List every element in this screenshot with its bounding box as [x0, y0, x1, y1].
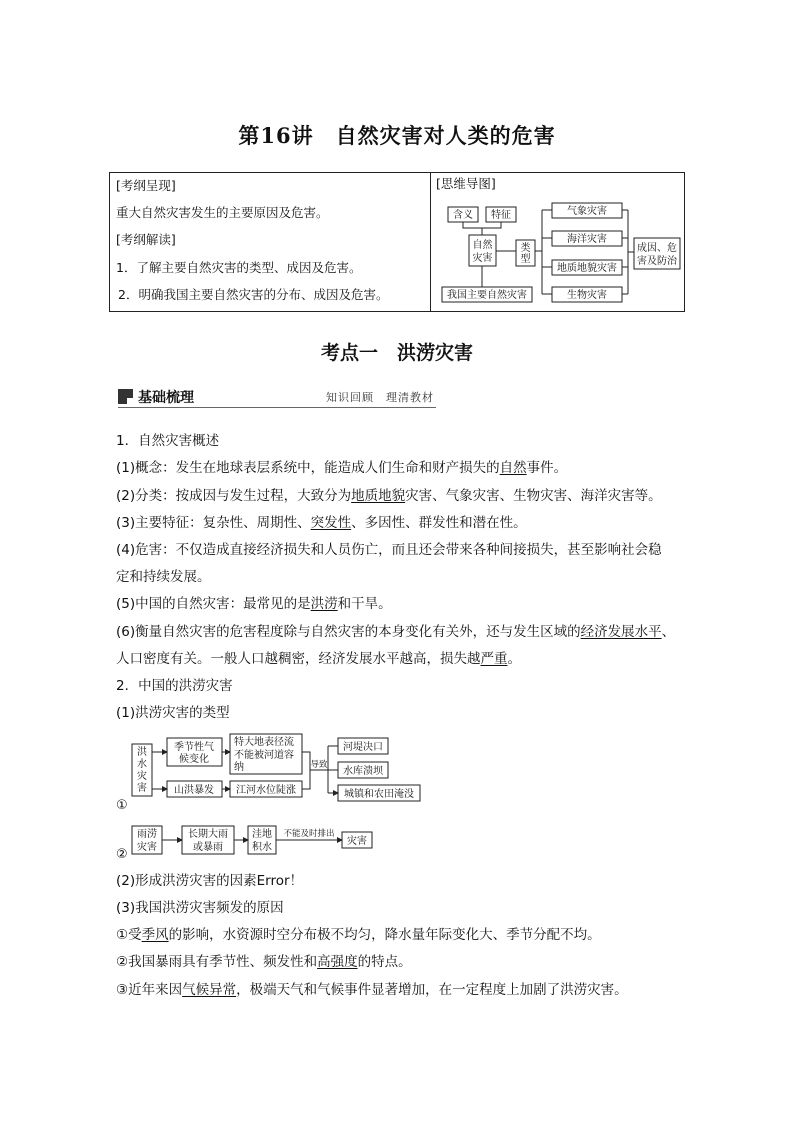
jichu-underline	[118, 407, 436, 408]
p4b: 定和持续发展。	[116, 569, 211, 585]
mm-hanyi: 含义	[453, 210, 473, 221]
d2-yulao-1: 雨涝	[137, 829, 157, 840]
q3: (3)我国洪涝灾害频发的原因	[116, 900, 284, 916]
p5: (5)中国的自然灾害：最常见的是洪涝和干旱。	[116, 596, 392, 612]
d1-fan-out	[328, 746, 338, 793]
d1-teda-3: 纳	[234, 762, 244, 773]
mm-ziran-1: 自然	[472, 240, 493, 251]
mm-line-right	[622, 210, 634, 294]
d1-bracket	[302, 752, 310, 789]
d1-teda-2: 不能被河道容	[234, 750, 294, 761]
mm-leixing-2: 型	[520, 254, 531, 265]
s2-heading: 2．中国的洪涝灾害	[116, 678, 233, 694]
d2-yulao-2: 灾害	[137, 842, 157, 853]
jichu-square-icon	[118, 389, 133, 404]
d2-marker: ②	[116, 847, 128, 862]
mm-chengyin-1: 成因、危	[637, 243, 677, 254]
d1-src-4: 害	[137, 783, 147, 794]
d1-src-2: 水	[137, 759, 147, 770]
mm-line-top	[463, 222, 501, 235]
kgjd-heading: [考纲解读]	[116, 232, 176, 247]
d2-wadi-2: 积水	[252, 842, 272, 853]
d1-daozhi: 导致	[310, 760, 328, 770]
p6a: (6)衡量自然灾害的危害程度除与自然灾害的本身变化有关外，还与发生区域的经济发展水平、	[116, 624, 676, 640]
mm-chengyin-2: 害及防治	[637, 256, 677, 267]
mm-leixing-1: 类	[520, 243, 531, 254]
flood-type-diagram	[112, 730, 432, 818]
outline-divider	[430, 173, 431, 311]
d2-changqi-2: 或暴雨	[193, 842, 223, 853]
r3: ③近年来因气候异常，极端天气和气候事件显著增加，在一定程度上加剧了洪涝灾害。	[116, 982, 628, 998]
p1: (1)概念：发生在地球表层系统中，能造成人们生命和财产损失的自然事件。	[116, 460, 568, 476]
d1-jianghe: 江河水位陡涨	[236, 785, 296, 796]
jichu-bar	[116, 388, 436, 408]
d1-teda-1: 特大地表径流	[234, 737, 294, 748]
rain-flood-diagram	[112, 822, 392, 862]
mind-map	[436, 195, 684, 311]
d1-src-1: 洪	[137, 747, 147, 758]
mm-ziran-2: 灾害	[472, 253, 493, 264]
d2-zaihai: 灾害	[347, 836, 367, 847]
section-title: 考点一 洪涝灾害	[320, 342, 473, 364]
d1-shuiku: 水库溃坝	[343, 766, 383, 777]
d1-chengzhen: 城镇和农田淹没	[344, 789, 414, 800]
d1-jijie-2: 候变化	[179, 754, 209, 765]
p3: (3)主要特征：复杂性、周期性、突发性、多因性、群发性和潜在性。	[116, 515, 527, 531]
mm-qixiang: 气象灾害	[567, 206, 607, 217]
jichu-label: 基础梳理	[138, 390, 194, 406]
kgcx-heading: [考纲呈现]	[116, 178, 176, 193]
r2: ②我国暴雨具有季节性、频发性和高强度的特点。	[116, 954, 412, 970]
d1-src-3: 灾	[137, 771, 147, 782]
d1-marker: ①	[116, 798, 128, 813]
mm-shengwu: 生物灾害	[567, 290, 607, 301]
s1-heading: 1．自然灾害概述	[116, 433, 220, 449]
d1-shanhong: 山洪暴发	[174, 785, 214, 796]
mm-dizhi: 地质地貌灾害	[557, 263, 617, 274]
mm-haiyang: 海洋灾害	[567, 234, 607, 245]
jichu-sub: 知识回顾 理清教材	[326, 391, 434, 404]
kgjd-item-1: 1．了解主要自然灾害的类型、成因及危害。	[116, 260, 362, 275]
d1-hedi: 河堤决口	[343, 742, 383, 753]
mm-tezheng: 特征	[491, 210, 511, 221]
mm-woguo: 我国主要自然灾害	[447, 290, 527, 301]
mm-line-types	[535, 210, 552, 294]
q1: (1)洪涝灾害的类型	[116, 705, 230, 721]
p2: (2)分类：按成因与发生过程，大致分为地质地貌灾害、气象灾害、生物灾害、海洋灾害等。	[116, 488, 662, 504]
d2-buneng: 不能及时排出	[283, 829, 335, 839]
page-title: 第16讲 自然灾害对人类的危害	[238, 123, 556, 148]
r1: ①受季风的影响，水资源时空分布极不均匀，降水量年际变化大、季节分配不均。	[116, 927, 601, 943]
kgcx-text: 重大自然灾害发生的主要原因及危害。	[116, 205, 329, 220]
d1-jijie-1: 季节性气	[174, 742, 214, 753]
outline-box	[109, 172, 685, 312]
d2-wadi-1: 洼地	[252, 829, 272, 840]
q2: (2)形成洪涝灾害的因素Error！	[116, 873, 304, 889]
p6b: 人口密度有关。一般人口越稠密，经济发展水平越高，损失越严重。	[116, 651, 521, 667]
mindmap-heading: [思维导图]	[436, 176, 496, 191]
d2-changqi-1: 长期大雨	[188, 829, 228, 840]
kgjd-item-2: 2．明确我国主要自然灾害的分布、成因及危害。	[118, 287, 389, 302]
p4a: (4)危害：不仅造成直接经济损失和人员伤亡，而且还会带来各种间接损失，甚至影响社会稳	[116, 542, 662, 558]
